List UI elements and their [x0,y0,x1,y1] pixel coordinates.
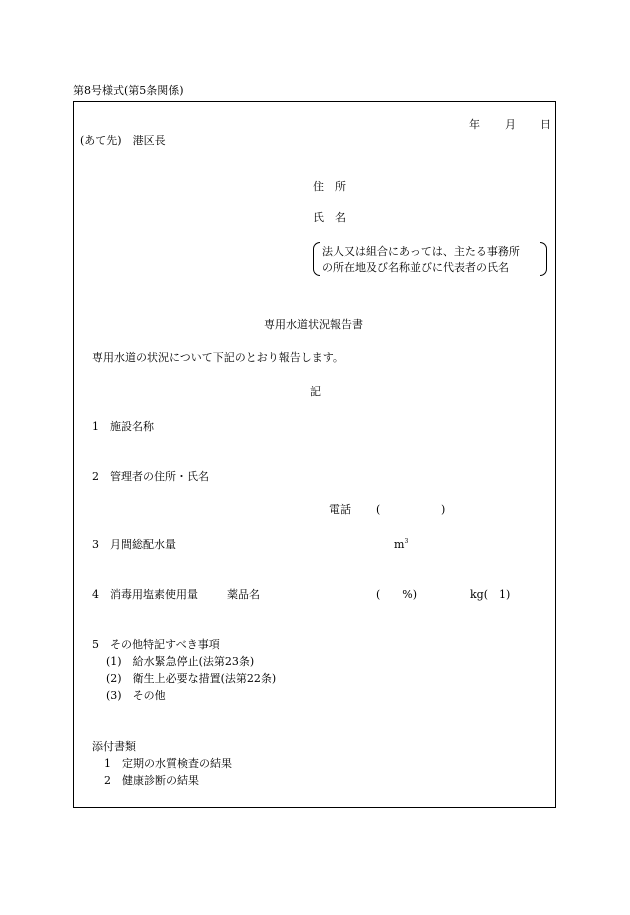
left-bracket [313,242,320,276]
corporate-note-line2: の所在地及び名称並びに代表者の氏名 [322,261,509,274]
sub-item-3: (3) その他 [106,689,166,702]
item-facility-name: 1 施設名称 [92,420,154,433]
date-year: 年 [469,118,480,131]
attachment-1: 1 定期の水質検査の結果 [104,757,232,770]
intro-text: 専用水道の状況について下記のとおり報告します。 [92,351,344,364]
date-day: 日 [540,118,551,131]
phone-close-paren: ) [441,503,446,516]
address-label: 住 所 [313,180,346,193]
corporate-note-line1: 法人又は組合にあっては、主たる事務所 [322,245,520,258]
item-manager: 2 管理者の住所・氏名 [92,470,209,483]
unit-m: m [394,538,405,551]
cubic-meter-unit [394,538,408,552]
ki-marker: 記 [310,385,321,398]
unit-cubed: 3 [404,538,409,545]
form-number: 第8号様式(第5条関係) [73,84,184,97]
kg-field: kg( 1) [470,588,511,601]
percent-field: ( %) [376,588,418,601]
sub-item-2: (2) 衛生上必要な措置(法第22条) [106,672,277,685]
item-other: 5 その他特記すべき事項 [92,638,220,651]
date-month: 月 [505,118,516,131]
item-water-volume: 3 月間総配水量 [92,538,176,551]
right-bracket [540,242,547,276]
name-label: 氏 名 [313,211,346,224]
phone-open-paren: ( [376,503,381,516]
attachment-2: 2 健康診断の結果 [104,774,199,787]
phone-label: 電話 [329,503,351,516]
chemical-label: 薬品名 [227,588,260,601]
sub-item-1: (1) 給水緊急停止(法第23条) [106,655,255,668]
addressee: (あて先) 港区長 [80,134,166,147]
attachments-heading: 添付書類 [92,740,136,753]
item-chlorine: 4 消毒用塩素使用量 [92,588,198,601]
document-title: 専用水道状況報告書 [264,318,363,331]
